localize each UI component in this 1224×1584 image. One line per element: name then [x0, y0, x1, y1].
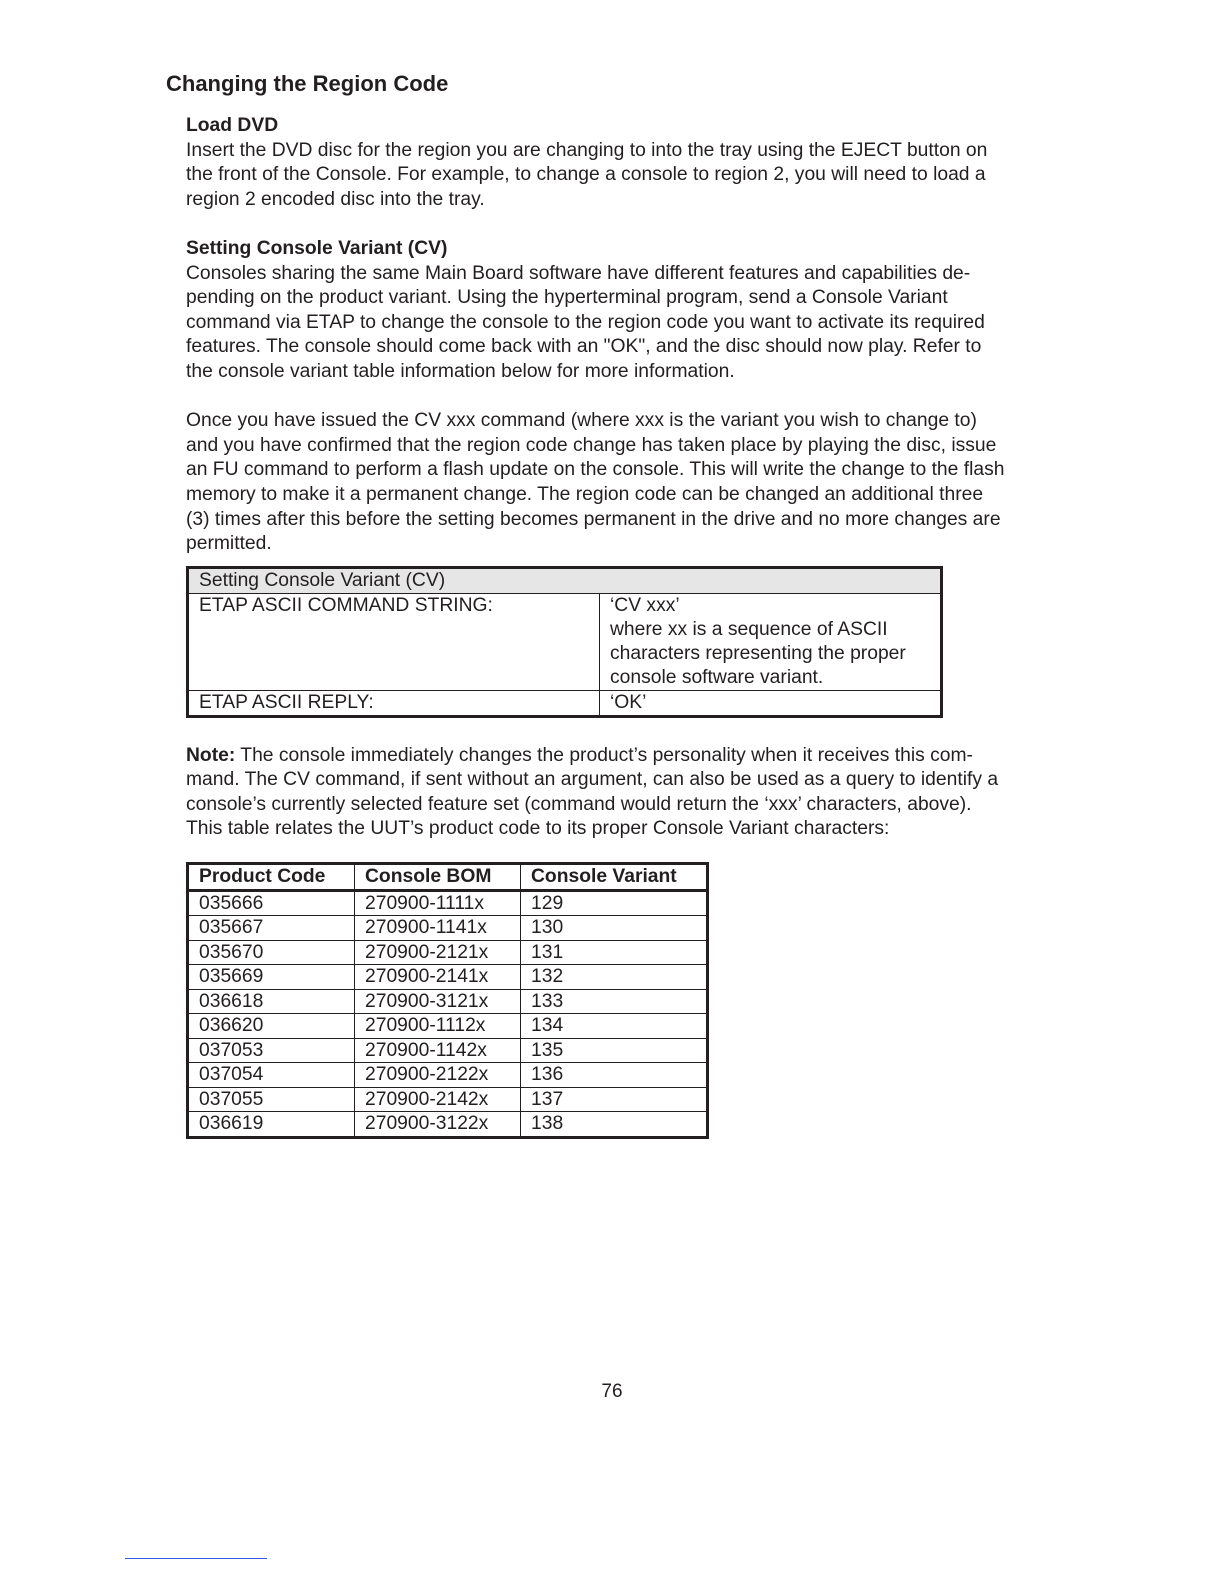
console-variant-cell: 131 [521, 940, 708, 965]
table-row [188, 593, 942, 690]
console-variant-cell: 132 [521, 965, 708, 990]
paragraph-line: Once you have issued the CV xxx command (where xxx is the variant you wish to change to) [186, 410, 977, 432]
cell-line: characters representing the proper [610, 642, 906, 664]
cell-line: where xx is a sequence of ASCII [610, 618, 888, 640]
table-cell-value [600, 593, 942, 690]
paragraph-line: mand. The CV command, if sent without an argument, can also be used as a query to identify a [186, 769, 999, 791]
paragraph-line: pending on the product variant. Using the hyperterminal program, send a Console Variant [186, 287, 948, 309]
table-row [188, 989, 708, 1014]
table-cell-value [600, 690, 942, 716]
console-bom-cell: 270900-1112x [355, 1014, 521, 1039]
page-content [186, 114, 1066, 1139]
console-variant-cell: 135 [521, 1038, 708, 1063]
console-bom-cell: 270900-3121x [355, 989, 521, 1014]
cv-command-paragraph [186, 409, 1066, 557]
product-code-table [186, 862, 709, 1139]
cv-command-table [186, 566, 943, 718]
paragraph-line: This table relates the UUT’s product code to its proper Console Variant characters: [186, 818, 890, 840]
product-code-cell: 035670 [188, 940, 355, 965]
product-code-cell: 035667 [188, 916, 355, 941]
console-bom-cell: 270900-2141x [355, 965, 521, 990]
column-header-product-code: Product Code [188, 864, 355, 891]
paragraph-line: and you have confirmed that the region code change has taken place by playing the disc, issue [186, 434, 997, 456]
paragraph-line: region 2 encoded disc into the tray. [186, 188, 485, 210]
console-bom-cell: 270900-3122x [355, 1112, 521, 1138]
page-number: 76 [601, 1381, 623, 1402]
paragraph-line: Insert the DVD disc for the region you are changing to into the tray using the EJECT button on [186, 139, 988, 161]
table-row [188, 916, 708, 941]
paragraph-line: the console variant table information below for more information. [186, 360, 735, 382]
note-label: Note: [186, 744, 236, 766]
console-bom-cell: 270900-1142x [355, 1038, 521, 1063]
paragraph-line: command via ETAP to change the console to the region code you want to activate its required [186, 311, 985, 333]
page-title: Changing the Region Code [166, 71, 449, 96]
note-text: The console immediately changes the product’s personality when it receives this com- [235, 744, 973, 766]
spacer [186, 718, 1066, 744]
spacer [186, 212, 1066, 237]
product-code-cell: 036619 [188, 1112, 355, 1138]
spacer [186, 385, 1066, 410]
product-code-cell: 035669 [188, 965, 355, 990]
paragraph-line: permitted. [186, 533, 272, 555]
console-variant-cell: 133 [521, 989, 708, 1014]
paragraph-line: features. The console should come back with an "OK", and the disc should now play. Refer to [186, 336, 982, 358]
setting-cv-heading: Setting Console Variant (CV) [186, 237, 448, 259]
console-bom-cell: 270900-2122x [355, 1063, 521, 1088]
load-dvd-heading: Load DVD [186, 115, 279, 136]
table-header-row [188, 567, 942, 593]
product-code-cell: 037053 [188, 1038, 355, 1063]
paragraph-line: Consoles sharing the same Main Board software have different features and capabilities de- [186, 262, 971, 284]
table-row [188, 1063, 708, 1088]
table-row [188, 1014, 708, 1039]
console-bom-cell: 270900-1141x [355, 916, 521, 941]
console-bom-cell: 270900-1111x [355, 890, 521, 916]
cell-line: ‘OK’ [610, 691, 647, 713]
footnote-divider [125, 1558, 267, 1559]
setting-cv-paragraph [186, 262, 1066, 385]
load-dvd-paragraph [186, 139, 1066, 213]
product-code-cell: 036618 [188, 989, 355, 1014]
table-row [188, 965, 708, 990]
table-header-cell: Setting Console Variant (CV) [188, 567, 942, 593]
column-header-console-variant: Console Variant [521, 864, 708, 891]
table-row [188, 1112, 708, 1138]
paragraph-line: console’s currently selected feature set (command would return the ‘xxx’ characters, above). [186, 793, 972, 815]
console-variant-cell: 136 [521, 1063, 708, 1088]
table-row [188, 1087, 708, 1112]
console-bom-cell: 270900-2121x [355, 940, 521, 965]
paragraph-line: the front of the Console. For example, to change a console to region 2, you will need to load a [186, 164, 986, 186]
paragraph-line [186, 744, 1066, 769]
product-code-cell: 037054 [188, 1063, 355, 1088]
console-variant-cell: 134 [521, 1014, 708, 1039]
console-variant-cell: 130 [521, 916, 708, 941]
paragraph-line: an FU command to perform a flash update on the console. This will write the change to the flash [186, 459, 1005, 481]
console-bom-cell: 270900-2142x [355, 1087, 521, 1112]
product-code-cell: 035666 [188, 890, 355, 916]
paragraph-line: memory to make it a permanent change. The region code can be changed an additional three [186, 483, 984, 505]
table-header-row [188, 864, 708, 891]
cell-line: console software variant. [610, 666, 824, 688]
console-variant-cell: 129 [521, 890, 708, 916]
table-row [188, 690, 942, 716]
table-cell-label: ETAP ASCII COMMAND STRING: [188, 593, 600, 690]
console-variant-cell: 137 [521, 1087, 708, 1112]
product-code-cell: 036620 [188, 1014, 355, 1039]
note-paragraph [186, 744, 1066, 842]
cell-line: ‘CV xxx’ [610, 594, 680, 616]
table-row [188, 940, 708, 965]
column-header-console-bom: Console BOM [355, 864, 521, 891]
console-variant-cell: 138 [521, 1112, 708, 1138]
paragraph-line: (3) times after this before the setting becomes permanent in the drive and no more changes are [186, 508, 1001, 530]
table-row [188, 890, 708, 916]
table-row [188, 1038, 708, 1063]
table-cell-label: ETAP ASCII REPLY: [188, 690, 600, 716]
product-code-cell: 037055 [188, 1087, 355, 1112]
